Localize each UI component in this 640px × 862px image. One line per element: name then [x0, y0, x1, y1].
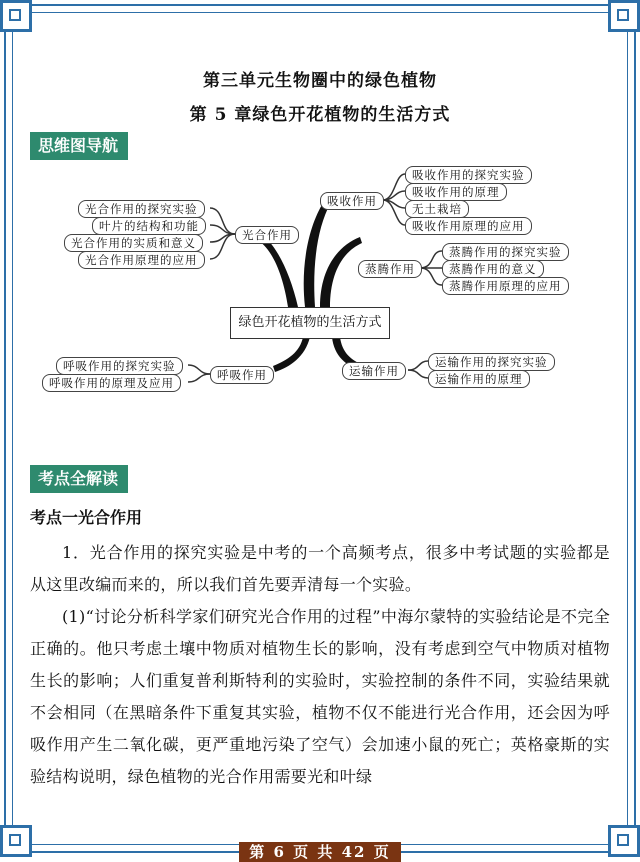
leaf-node: 蒸腾作用的意义 — [442, 260, 544, 278]
branch-transport: 运输作用 — [342, 362, 406, 380]
branch-transpiration: 蒸腾作用 — [358, 260, 422, 278]
mind-map — [20, 162, 620, 402]
section-tag-analysis: 考点全解读 — [30, 465, 128, 493]
leaf-node: 吸收作用的原理 — [405, 183, 507, 201]
frame-corner-ornament — [608, 0, 640, 32]
mind-map-center: 绿色开花植物的生活方式 — [230, 307, 390, 339]
leaf-node: 吸收作用的探究实验 — [405, 166, 532, 184]
chapter-title: 第 5 章绿色开花植物的生活方式 — [189, 105, 451, 125]
page-number: 第 6 页 共 42 页 — [239, 842, 400, 862]
leaf-node: 无土栽培 — [405, 200, 469, 218]
branch-photosynthesis: 光合作用 — [235, 226, 299, 244]
leaf-node: 吸收作用原理的应用 — [405, 217, 532, 235]
leaf-node: 叶片的结构和功能 — [92, 217, 206, 235]
section-tag-mindmap: 思维图导航 — [30, 132, 128, 160]
page-footer — [0, 841, 640, 862]
paragraph: (1)“讨论分析科学家们研究光合作用的过程”中海尔蒙特的实验结论是不完全正确的。他只考虑土壤中物质对植物生长的影响，没有考虑到空气中物质对植物生长的影响；人们重复普利斯特利的实验时，实验控制的条件不同，实验结果就不会相同（在黑暗条件下重复其实验，植物不仅不能进行光合作用，还会因为呼吸作用产生二氧化碳，更严重地污染了空气）会加速小鼠的死亡；英格豪斯的实验结构说明，绿色植物的光合作用需要光和叶绿 — [30, 607, 610, 786]
leaf-node: 呼吸作用的探究实验 — [56, 357, 183, 375]
leaf-node: 光合作用的探究实验 — [78, 200, 205, 218]
leaf-node: 运输作用的原理 — [428, 370, 530, 388]
leaf-node: 光合作用原理的应用 — [78, 251, 205, 269]
leaf-node: 光合作用的实质和意义 — [64, 234, 203, 252]
frame-corner-ornament — [0, 0, 32, 32]
branch-absorption: 吸收作用 — [320, 192, 384, 210]
leaf-node: 蒸腾作用的探究实验 — [442, 243, 569, 261]
branch-respiration: 呼吸作用 — [210, 366, 274, 384]
leaf-node: 呼吸作用的原理及应用 — [42, 374, 181, 392]
paragraph: 1．光合作用的探究实验是中考的一个高频考点，很多中考试题的实验都是从这里改编而来的，所以我们首先要弄清每一个实验。 — [30, 543, 610, 594]
unit-title: 第三单元生物圈中的绿色植物 — [203, 71, 437, 91]
leaf-node: 蒸腾作用原理的应用 — [442, 277, 569, 295]
topic-heading: 考点一光合作用 — [30, 508, 143, 527]
leaf-node: 运输作用的探究实验 — [428, 353, 555, 371]
